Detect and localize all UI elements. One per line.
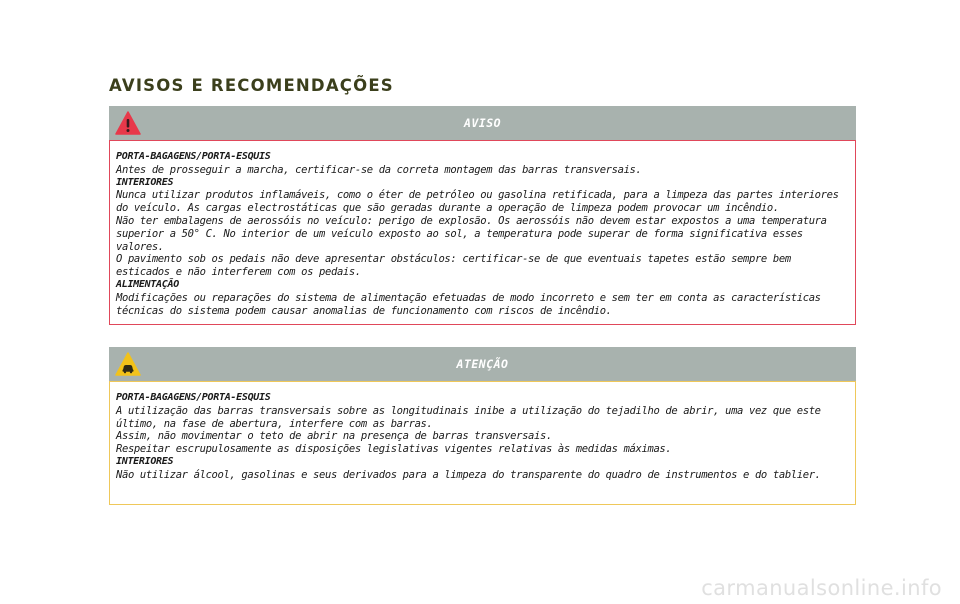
paragraph: Nunca utilizar produtos inflamáveis, como o éter de petróleo ou gasolina retificada, para a limpeza das partes interiores do veículo. As cargas electrostáticas que são geradas durante a operação de limpeza podem provocar um incêndio.: [116, 189, 839, 215]
section-heading: PORTA-BAGAGENS/PORTA-ESQUIS: [116, 151, 271, 162]
section-heading: INTERIORES: [116, 176, 174, 188]
caution-header: [109, 347, 856, 381]
section-heading: INTERIORES: [116, 455, 174, 467]
paragraph: Não utilizar álcool, gasolinas e seus derivados para a limpeza do transparente do quadro de instrumentos e do tablier.: [116, 468, 821, 481]
warning-label: AVISO: [463, 116, 502, 130]
caution-body: [109, 381, 856, 505]
warning-header: [109, 106, 856, 140]
paragraph: Modificações ou reparações do sistema de alimentação efetuadas de modo incorreto e sem ter em conta as características técnicas do sistema podem causar anomalias de funcionamento com riscos de incêndio.: [116, 291, 821, 317]
paragraph: A utilização das barras transversais sobre as longitudinais inibe a utilização do tejadilho de abrir, uma vez que este último, na fase de abertura, interfere com as barras.: [116, 404, 821, 430]
warning-body: [109, 140, 856, 325]
watermark: carmanualsonline.info: [701, 576, 942, 600]
paragraph: O pavimento sob os pedais não deve apresentar obstáculos: certificar-se de que eventuais tapetes estão sempre bem esticados e não interferem com os pedais.: [116, 253, 791, 279]
page-title: AVISOS E RECOMENDAÇÕES: [109, 76, 394, 95]
paragraph: Antes de prosseguir a marcha, certificar-se da correta montagem das barras transversais.: [116, 163, 642, 176]
paragraph: Não ter embalagens de aerossóis no veículo: perigo de explosão. Os aerossóis não devem estar expostos a uma temperatura superior a 50° C. No interior de um veículo exposto ao sol, a temperatura pode superar de forma significativa esses valores.: [116, 214, 827, 253]
warning-box: [109, 106, 856, 325]
caution-box: [109, 347, 856, 505]
section-heading: PORTA-BAGAGENS/PORTA-ESQUIS: [116, 392, 271, 403]
section-heading: ALIMENTAÇÃO: [116, 278, 179, 290]
paragraph: Assim, não movimentar o teto de abrir na presença de barras transversais.: [116, 430, 552, 443]
caution-label: ATENÇÃO: [456, 357, 509, 371]
paragraph: Respeitar escrupulosamente as disposições legislativas vigentes relativas às medidas máximas.: [116, 443, 672, 456]
